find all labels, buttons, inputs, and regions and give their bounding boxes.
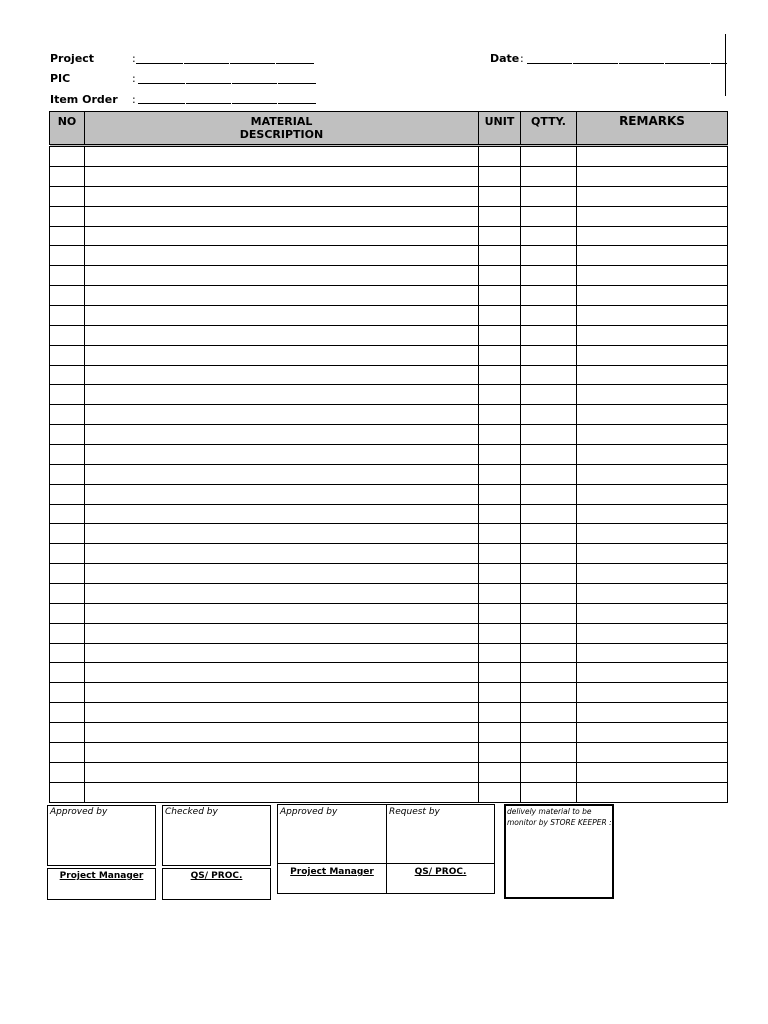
- table-row: [50, 782, 728, 802]
- cell-no[interactable]: [50, 325, 85, 345]
- cell-unit[interactable]: [479, 226, 521, 246]
- table-row: [50, 564, 728, 584]
- cell-remarks[interactable]: [577, 762, 728, 782]
- table-row: [50, 663, 728, 683]
- cell-no[interactable]: [50, 603, 85, 623]
- cell-remarks[interactable]: [577, 405, 728, 425]
- cell-unit[interactable]: [479, 306, 521, 326]
- table-row: [50, 286, 728, 306]
- col-no-header: NO: [50, 112, 85, 146]
- cell-qtty[interactable]: [521, 782, 577, 802]
- table-row: [50, 623, 728, 643]
- cell-unit[interactable]: [479, 782, 521, 802]
- store-keeper-box[interactable]: [504, 804, 614, 899]
- qs-proc-label-2: QS/ PROC.: [414, 867, 467, 877]
- cell-no[interactable]: [50, 564, 85, 584]
- cell-remarks[interactable]: [577, 365, 728, 385]
- cell-remarks[interactable]: [577, 206, 728, 226]
- request-by-caption: Request by: [389, 807, 440, 817]
- cell-no[interactable]: [50, 663, 85, 683]
- cell-no[interactable]: [50, 167, 85, 187]
- project-manager-box-1: [47, 868, 156, 900]
- pic-label: PIC: [50, 72, 71, 85]
- cell-description[interactable]: [85, 246, 479, 266]
- cell-description[interactable]: [85, 186, 479, 206]
- item-order-field[interactable]: [138, 92, 316, 104]
- cell-unit[interactable]: [479, 345, 521, 365]
- cell-qtty[interactable]: [521, 167, 577, 187]
- cell-description[interactable]: [85, 524, 479, 544]
- col-description-header: MATERIAL DESCRIPTION: [85, 112, 479, 146]
- cell-description[interactable]: [85, 385, 479, 405]
- cell-description[interactable]: [85, 445, 479, 465]
- date-field[interactable]: [527, 52, 727, 64]
- cell-no[interactable]: [50, 365, 85, 385]
- cell-description[interactable]: [85, 723, 479, 743]
- cell-no[interactable]: [50, 464, 85, 484]
- pic-colon: :: [132, 72, 136, 85]
- cell-qtty[interactable]: [521, 703, 577, 723]
- cell-remarks[interactable]: [577, 484, 728, 504]
- cell-remarks[interactable]: [577, 723, 728, 743]
- cell-qtty[interactable]: [521, 524, 577, 544]
- cell-remarks[interactable]: [577, 246, 728, 266]
- cell-description[interactable]: [85, 603, 479, 623]
- cell-unit[interactable]: [479, 623, 521, 643]
- cell-qtty[interactable]: [521, 186, 577, 206]
- table-row: [50, 723, 728, 743]
- cell-qtty[interactable]: [521, 266, 577, 286]
- cell-unit[interactable]: [479, 504, 521, 524]
- project-manager-label-1: Project Manager: [59, 871, 144, 881]
- project-field[interactable]: [136, 52, 314, 64]
- cell-qtty[interactable]: [521, 663, 577, 683]
- cell-no[interactable]: [50, 623, 85, 643]
- cell-qtty[interactable]: [521, 445, 577, 465]
- cell-qtty[interactable]: [521, 584, 577, 604]
- cell-remarks[interactable]: [577, 524, 728, 544]
- cell-unit[interactable]: [479, 167, 521, 187]
- approved-by-caption-1: Approved by: [50, 807, 108, 817]
- cell-no[interactable]: [50, 703, 85, 723]
- cell-unit[interactable]: [479, 206, 521, 226]
- cell-remarks[interactable]: [577, 425, 728, 445]
- table-row: [50, 186, 728, 206]
- cell-description[interactable]: [85, 623, 479, 643]
- project-manager-label-2: Project Manager: [290, 867, 374, 877]
- table-row: [50, 325, 728, 345]
- cell-description[interactable]: [85, 782, 479, 802]
- checked-by-caption: Checked by: [165, 807, 218, 817]
- cell-description[interactable]: [85, 226, 479, 246]
- cell-remarks[interactable]: [577, 445, 728, 465]
- cell-remarks[interactable]: [577, 266, 728, 286]
- cell-qtty[interactable]: [521, 742, 577, 762]
- cell-remarks[interactable]: [577, 742, 728, 762]
- cell-unit[interactable]: [479, 246, 521, 266]
- cell-remarks[interactable]: [577, 306, 728, 326]
- cell-remarks[interactable]: [577, 286, 728, 306]
- qs-proc-box-2: [386, 863, 495, 894]
- cell-description[interactable]: [85, 365, 479, 385]
- table-row: [50, 445, 728, 465]
- table-row: [50, 167, 728, 187]
- table-row: [50, 504, 728, 524]
- cell-description[interactable]: [85, 683, 479, 703]
- cell-unit[interactable]: [479, 723, 521, 743]
- date-colon: :: [520, 52, 524, 65]
- project-colon: :: [132, 52, 136, 65]
- cell-qtty[interactable]: [521, 405, 577, 425]
- table-row: [50, 405, 728, 425]
- cell-unit[interactable]: [479, 405, 521, 425]
- cell-description[interactable]: [85, 742, 479, 762]
- cell-no[interactable]: [50, 683, 85, 703]
- cell-no[interactable]: [50, 146, 85, 167]
- cell-remarks[interactable]: [577, 782, 728, 802]
- cell-no[interactable]: [50, 186, 85, 206]
- cell-unit[interactable]: [479, 703, 521, 723]
- cell-no[interactable]: [50, 782, 85, 802]
- cell-description[interactable]: [85, 167, 479, 187]
- cell-no[interactable]: [50, 584, 85, 604]
- cell-description[interactable]: [85, 464, 479, 484]
- table-row: [50, 603, 728, 623]
- qs-proc-box-1: [162, 868, 271, 900]
- cell-qtty[interactable]: [521, 643, 577, 663]
- table-row: [50, 484, 728, 504]
- cell-qtty[interactable]: [521, 762, 577, 782]
- cell-no[interactable]: [50, 762, 85, 782]
- cell-qtty[interactable]: [521, 385, 577, 405]
- cell-unit[interactable]: [479, 266, 521, 286]
- project-label: Project: [50, 52, 95, 65]
- cell-description[interactable]: [85, 484, 479, 504]
- cell-remarks[interactable]: [577, 544, 728, 564]
- cell-qtty[interactable]: [521, 464, 577, 484]
- cell-no[interactable]: [50, 306, 85, 326]
- col-remarks-header: REMARKS: [577, 112, 728, 146]
- cell-qtty[interactable]: [521, 365, 577, 385]
- cell-unit[interactable]: [479, 663, 521, 683]
- cell-qtty[interactable]: [521, 484, 577, 504]
- cell-description[interactable]: [85, 663, 479, 683]
- cell-remarks[interactable]: [577, 623, 728, 643]
- cell-qtty[interactable]: [521, 286, 577, 306]
- cell-remarks[interactable]: [577, 167, 728, 187]
- cell-no[interactable]: [50, 345, 85, 365]
- table-row: [50, 643, 728, 663]
- header-vertical-rule: [725, 34, 726, 96]
- table-row: [50, 266, 728, 286]
- cell-description[interactable]: [85, 286, 479, 306]
- checked-by-box[interactable]: [162, 805, 271, 866]
- cell-description[interactable]: [85, 584, 479, 604]
- cell-unit[interactable]: [479, 425, 521, 445]
- cell-description[interactable]: [85, 146, 479, 167]
- cell-remarks[interactable]: [577, 643, 728, 663]
- cell-description[interactable]: [85, 703, 479, 723]
- table-header-row: [50, 112, 728, 146]
- cell-remarks[interactable]: [577, 385, 728, 405]
- approved-by-box-1[interactable]: [47, 805, 156, 866]
- cell-qtty[interactable]: [521, 146, 577, 167]
- cell-unit[interactable]: [479, 643, 521, 663]
- cell-unit[interactable]: [479, 385, 521, 405]
- cell-description[interactable]: [85, 643, 479, 663]
- material-table: [49, 111, 728, 803]
- cell-remarks[interactable]: [577, 146, 728, 167]
- cell-no[interactable]: [50, 286, 85, 306]
- cell-no[interactable]: [50, 425, 85, 445]
- cell-description[interactable]: [85, 762, 479, 782]
- cell-unit[interactable]: [479, 484, 521, 504]
- cell-qtty[interactable]: [521, 345, 577, 365]
- cell-unit[interactable]: [479, 325, 521, 345]
- cell-no[interactable]: [50, 226, 85, 246]
- table-row: [50, 425, 728, 445]
- cell-unit[interactable]: [479, 564, 521, 584]
- cell-unit[interactable]: [479, 146, 521, 167]
- cell-no[interactable]: [50, 405, 85, 425]
- table-body: [50, 146, 728, 803]
- cell-remarks[interactable]: [577, 663, 728, 683]
- cell-remarks[interactable]: [577, 504, 728, 524]
- table-row: [50, 385, 728, 405]
- cell-qtty[interactable]: [521, 425, 577, 445]
- item-order-label: Item Order: [50, 93, 118, 106]
- cell-qtty[interactable]: [521, 325, 577, 345]
- cell-unit[interactable]: [479, 584, 521, 604]
- approved-by-caption-2: Approved by: [280, 807, 338, 817]
- cell-remarks[interactable]: [577, 683, 728, 703]
- cell-description[interactable]: [85, 564, 479, 584]
- cell-qtty[interactable]: [521, 246, 577, 266]
- cell-description[interactable]: [85, 206, 479, 226]
- table-row: [50, 464, 728, 484]
- cell-unit[interactable]: [479, 186, 521, 206]
- cell-unit[interactable]: [479, 683, 521, 703]
- project-manager-box-2: [277, 863, 387, 894]
- cell-description[interactable]: [85, 504, 479, 524]
- cell-no[interactable]: [50, 385, 85, 405]
- cell-qtty[interactable]: [521, 206, 577, 226]
- table-row: [50, 584, 728, 604]
- table-row: [50, 246, 728, 266]
- cell-remarks[interactable]: [577, 325, 728, 345]
- cell-qtty[interactable]: [521, 544, 577, 564]
- table-row: [50, 544, 728, 564]
- cell-description[interactable]: [85, 425, 479, 445]
- col-unit-header: UNIT: [479, 112, 521, 146]
- table-row: [50, 206, 728, 226]
- cell-qtty[interactable]: [521, 603, 577, 623]
- cell-unit[interactable]: [479, 544, 521, 564]
- cell-description[interactable]: [85, 266, 479, 286]
- cell-unit[interactable]: [479, 742, 521, 762]
- cell-no[interactable]: [50, 742, 85, 762]
- table-row: [50, 703, 728, 723]
- cell-no[interactable]: [50, 643, 85, 663]
- cell-remarks[interactable]: [577, 464, 728, 484]
- item-order-colon: :: [132, 93, 136, 106]
- cell-unit[interactable]: [479, 524, 521, 544]
- cell-unit[interactable]: [479, 445, 521, 465]
- cell-no[interactable]: [50, 723, 85, 743]
- cell-unit[interactable]: [479, 365, 521, 385]
- cell-no[interactable]: [50, 206, 85, 226]
- table-row: [50, 742, 728, 762]
- store-keeper-note: delively material to be monitor by STORE KEEPER :: [507, 807, 612, 827]
- date-label: Date: [490, 52, 520, 65]
- cell-description[interactable]: [85, 405, 479, 425]
- cell-qtty[interactable]: [521, 564, 577, 584]
- request-by-box[interactable]: [386, 804, 495, 864]
- qs-proc-label-1: QS/ PROC.: [190, 871, 243, 881]
- cell-qtty[interactable]: [521, 306, 577, 326]
- table-row: [50, 345, 728, 365]
- cell-qtty[interactable]: [521, 623, 577, 643]
- cell-remarks[interactable]: [577, 186, 728, 206]
- cell-unit[interactable]: [479, 603, 521, 623]
- cell-qtty[interactable]: [521, 504, 577, 524]
- table-row: [50, 306, 728, 326]
- cell-qtty[interactable]: [521, 226, 577, 246]
- cell-remarks[interactable]: [577, 564, 728, 584]
- cell-remarks[interactable]: [577, 603, 728, 623]
- table-row: [50, 762, 728, 782]
- cell-remarks[interactable]: [577, 584, 728, 604]
- table-row: [50, 683, 728, 703]
- cell-remarks[interactable]: [577, 703, 728, 723]
- cell-description[interactable]: [85, 544, 479, 564]
- cell-description[interactable]: [85, 306, 479, 326]
- cell-unit[interactable]: [479, 286, 521, 306]
- pic-field[interactable]: [138, 72, 316, 84]
- cell-qtty[interactable]: [521, 723, 577, 743]
- col-qtty-header: QTTY.: [521, 112, 577, 146]
- cell-no[interactable]: [50, 544, 85, 564]
- cell-description[interactable]: [85, 325, 479, 345]
- cell-qtty[interactable]: [521, 683, 577, 703]
- cell-no[interactable]: [50, 484, 85, 504]
- cell-no[interactable]: [50, 524, 85, 544]
- cell-unit[interactable]: [479, 762, 521, 782]
- cell-no[interactable]: [50, 445, 85, 465]
- cell-no[interactable]: [50, 504, 85, 524]
- cell-description[interactable]: [85, 345, 479, 365]
- cell-no[interactable]: [50, 266, 85, 286]
- table-row: [50, 524, 728, 544]
- cell-remarks[interactable]: [577, 226, 728, 246]
- table-row: [50, 226, 728, 246]
- cell-unit[interactable]: [479, 464, 521, 484]
- cell-no[interactable]: [50, 246, 85, 266]
- cell-remarks[interactable]: [577, 345, 728, 365]
- table-row: [50, 146, 728, 167]
- approved-by-box-2[interactable]: [277, 804, 387, 864]
- table-row: [50, 365, 728, 385]
